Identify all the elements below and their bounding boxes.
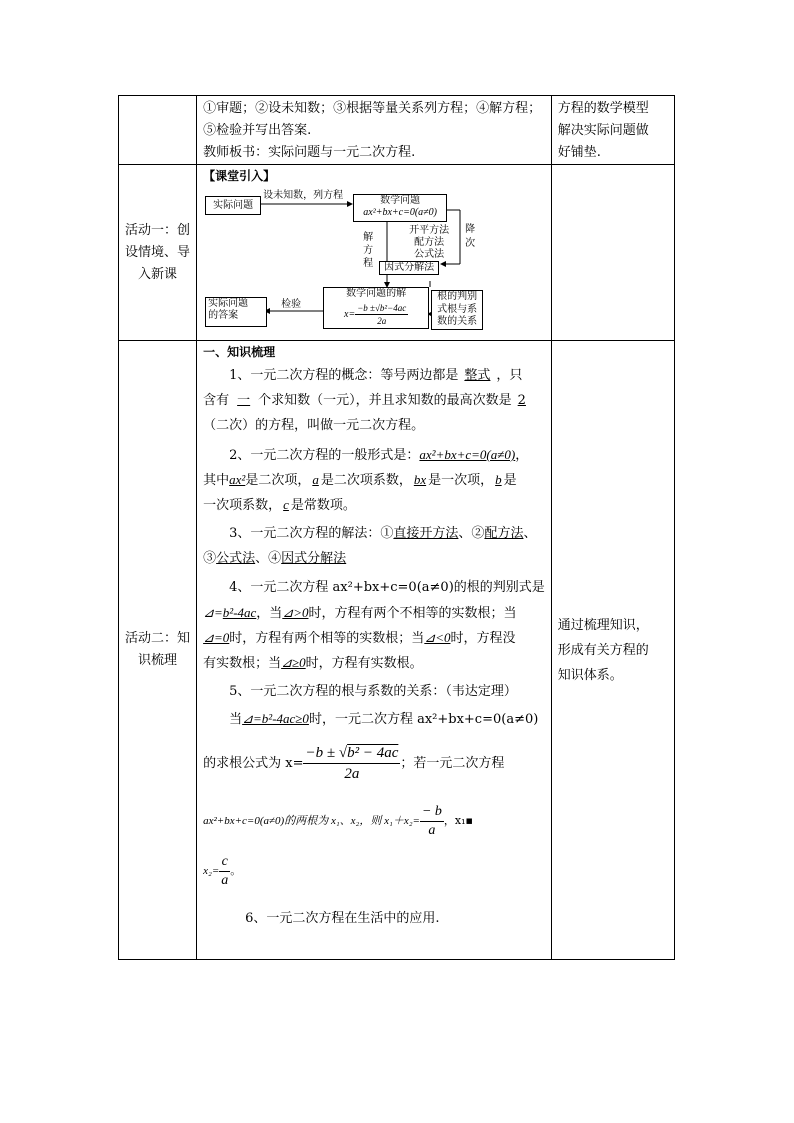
row-1 bbox=[119, 96, 675, 165]
root-formula: x= $\frac{\text{−b ±√b²−4ac}}{2a}$ bbox=[344, 303, 407, 326]
p5-text-a: 当 bbox=[229, 712, 243, 727]
discriminant-line-2: 式根与系 bbox=[437, 303, 478, 315]
method-square-root: 开平方法 bbox=[409, 225, 450, 236]
reduce-char-1: 降 bbox=[465, 224, 476, 235]
reduce-order-label bbox=[465, 223, 475, 251]
p5-text-d: ；若一元二次方程 bbox=[400, 756, 505, 771]
p5-text-f: ，x₁▪ bbox=[443, 814, 473, 827]
intro-diagram-cell bbox=[197, 165, 552, 341]
p4-line-1: 4、一元二次方程 ax²+bx+c=0(a≠0)的根的判别式是 bbox=[229, 580, 545, 595]
p5-line-3 bbox=[203, 739, 504, 789]
vieta-product: $\frac{c}{a}$ bbox=[221, 853, 229, 888]
row1-content-cell bbox=[197, 96, 552, 165]
p3-line-1 bbox=[229, 523, 536, 545]
p2-b: b bbox=[495, 472, 502, 487]
set-unknown-label: 设未知数，列方程 bbox=[263, 190, 344, 201]
p4-discriminant: b²-4ac bbox=[222, 605, 257, 620]
p1-text-b: ，只 bbox=[496, 368, 523, 383]
p3-text-b: 、② bbox=[458, 526, 485, 541]
intro-heading: 【课堂引入】 bbox=[203, 169, 276, 183]
p4-line-3 bbox=[203, 627, 515, 650]
p2-text-c: 是二次项， bbox=[245, 473, 311, 488]
p1-text-a: 1、一元二次方程的概念：等号两边都是 bbox=[229, 368, 459, 383]
row1-right-line-2: 解决实际问题做 bbox=[557, 123, 649, 138]
row3-right-line-3: 知识体系。 bbox=[557, 667, 623, 683]
reduce-char-2: 次 bbox=[465, 238, 476, 249]
p4-text-a: ，当 bbox=[256, 606, 283, 621]
p1-answer-one: 一 bbox=[237, 393, 251, 408]
row1-right-line-1: 方程的数学模型 bbox=[557, 101, 649, 116]
activity-1-line-3: 入新课 bbox=[138, 266, 178, 282]
p4-text-f: 时，方程有实数根。 bbox=[305, 656, 423, 671]
row-3 bbox=[119, 341, 675, 960]
p2-text-d: 是二次项系数， bbox=[320, 473, 412, 488]
p4-delta-eq: ⊿= bbox=[203, 605, 223, 620]
p5-line-4 bbox=[203, 799, 473, 843]
activity-1-line-1: 活动一：创 bbox=[125, 222, 191, 238]
p3-direct-root: 直接开方法 bbox=[393, 526, 459, 541]
p1-text-d: 个求知数（一元），并且求知数的最高次数是 bbox=[258, 393, 512, 408]
check-label: 检验 bbox=[281, 299, 302, 310]
p2-ax2: ax² bbox=[229, 472, 246, 487]
p2-text-b: 其中 bbox=[203, 473, 230, 488]
row1-line-3: 教师板书：实际问题与一元二次方程. bbox=[203, 145, 416, 160]
p4-case-negative: ⊿<0 bbox=[424, 630, 451, 645]
solution-box bbox=[323, 287, 429, 329]
p4-case-zero: ⊿=0 bbox=[203, 630, 230, 645]
row1-left-cell bbox=[119, 96, 197, 165]
row1-right-cell bbox=[551, 96, 674, 165]
math-problem-title: 数学问题 bbox=[380, 195, 421, 206]
p2-a: a bbox=[312, 472, 319, 487]
p4-case-nonneg: ⊿≥0 bbox=[281, 655, 306, 670]
p1-line-1 bbox=[229, 365, 522, 387]
real-answer-box bbox=[205, 297, 267, 327]
p2-text-f: 是 bbox=[503, 473, 517, 488]
p2-general-form: ax²+bx+c=0(a≠0) bbox=[419, 447, 516, 462]
row3-right-line-2: 形成有关方程的 bbox=[557, 642, 649, 658]
row1-line-1: ①审题；②设未知数；③根据等量关系列方程；④解方程； bbox=[203, 101, 542, 116]
p3-text-d: ③ bbox=[203, 551, 217, 566]
activity-1-line-2: 设情境、导 bbox=[125, 244, 191, 260]
solution-title: 数学问题的解 bbox=[346, 288, 407, 299]
activity-1-label-cell bbox=[119, 165, 197, 341]
solve-char-3: 程 bbox=[363, 258, 374, 269]
math-problem-box bbox=[353, 194, 447, 222]
p4-text-c: 时，方程有两个相等的实数根；当 bbox=[229, 631, 425, 646]
row1-right-line-3: 好铺垫. bbox=[557, 145, 601, 160]
p4-text-d: 时，方程没 bbox=[450, 631, 516, 646]
p5-text-g: x₂= bbox=[203, 865, 220, 877]
activity-2-label-cell bbox=[119, 341, 197, 960]
p1-answer-two: 2 bbox=[517, 393, 526, 408]
p2-text-h: 是常数项。 bbox=[290, 498, 356, 513]
method-factoring: 因式分解法 bbox=[379, 261, 439, 275]
p3-text-c: 、 bbox=[523, 526, 537, 541]
p2-text-g: 一次项系数， bbox=[203, 498, 282, 513]
p5-text-b: 时，一元二次方程 ax²+bx+c=0(a≠0) bbox=[308, 712, 539, 727]
row-2 bbox=[119, 165, 675, 341]
row3-right-cell bbox=[551, 341, 674, 960]
p2-c: c bbox=[283, 497, 289, 512]
p4-text-e: 有实数根；当 bbox=[203, 656, 282, 671]
p6-line: 6、一元二次方程在生活中的应用. bbox=[245, 911, 440, 926]
p4-line-2 bbox=[203, 602, 516, 625]
p4-text-b: 时，方程有两个不相等的实数根；当 bbox=[308, 606, 517, 621]
p3-completing: 配方法 bbox=[484, 526, 524, 541]
row1-line-2: ⑤检验并写出答案. bbox=[203, 123, 312, 138]
p3-line-2 bbox=[203, 548, 346, 570]
p2-text-a: 2、一元二次方程的一般形式是： bbox=[229, 448, 420, 463]
real-answer-line-1: 实际问题 bbox=[208, 298, 249, 309]
row3-right-line-1: 通过梳理知识， bbox=[557, 617, 649, 633]
solve-char-1: 解 bbox=[363, 232, 374, 243]
discriminant-line-1: 根的判别 bbox=[437, 291, 478, 302]
p4-line-4 bbox=[203, 652, 423, 675]
discriminant-line-3: 数的关系 bbox=[437, 316, 478, 327]
p1-answer-integral: 整式 bbox=[464, 368, 491, 383]
p2-bx: bx bbox=[413, 472, 427, 487]
activity-2-line-2: 识梳理 bbox=[138, 653, 178, 668]
p2-comma: ， bbox=[515, 448, 529, 463]
p1-line-3: （二次）的方程，叫做一元二次方程。 bbox=[203, 418, 425, 433]
p2-line-1 bbox=[229, 444, 528, 467]
p5-text-h: 。 bbox=[230, 864, 242, 877]
general-equation: ax²+bx+c=0(a≠0) bbox=[363, 207, 437, 218]
p5-line-2 bbox=[229, 708, 538, 731]
p5-text-e: ax²+bx+c=0(a≠0)的两根为 x₁、x₂，则 x₁＋x₂= bbox=[203, 815, 420, 827]
methods-list bbox=[397, 225, 461, 261]
p5-line-5 bbox=[203, 849, 241, 893]
method-formula: 公式法 bbox=[414, 249, 445, 260]
p3-text-a: 3、一元二次方程的解法：① bbox=[229, 526, 394, 541]
knowledge-cell bbox=[197, 341, 552, 960]
p1-line-2 bbox=[203, 390, 526, 412]
p5-line-1: 5、一元二次方程的根与系数的关系：（韦达定理） bbox=[229, 684, 517, 699]
knowledge-heading: 一、知识梳理 bbox=[203, 345, 276, 359]
solve-label bbox=[363, 231, 373, 270]
real-problem-box: 实际问题 bbox=[205, 196, 261, 215]
discriminant-box bbox=[431, 290, 483, 330]
p3-factoring: 因式分解法 bbox=[281, 551, 347, 566]
p5-text-c: 的求根公式为 x= bbox=[203, 756, 304, 771]
p5-condition: ⊿=b²-4ac≥0 bbox=[242, 711, 309, 726]
quadratic-formula: $\frac{\text{−b ± √b² − 4ac}}{2a}$ bbox=[305, 745, 399, 782]
activity-2-line-1: 活动二：知 bbox=[125, 631, 191, 646]
lesson-table bbox=[118, 95, 675, 960]
p3-formula: 公式法 bbox=[216, 551, 256, 566]
vieta-sum: $\frac{- b}{a}$ bbox=[421, 803, 442, 838]
p2-text-e: 是一次项， bbox=[428, 473, 494, 488]
p1-text-c: 含有 bbox=[203, 393, 230, 408]
method-completing-square: 配方法 bbox=[414, 237, 445, 248]
p3-text-e: 、④ bbox=[255, 551, 282, 566]
p4-case-positive: ⊿>0 bbox=[282, 605, 309, 620]
p2-line-3 bbox=[203, 494, 356, 517]
solve-char-2: 方 bbox=[363, 245, 374, 256]
row2-right-cell bbox=[551, 165, 674, 341]
p2-line-2 bbox=[203, 469, 517, 492]
real-answer-line-2: 的答案 bbox=[208, 310, 239, 321]
